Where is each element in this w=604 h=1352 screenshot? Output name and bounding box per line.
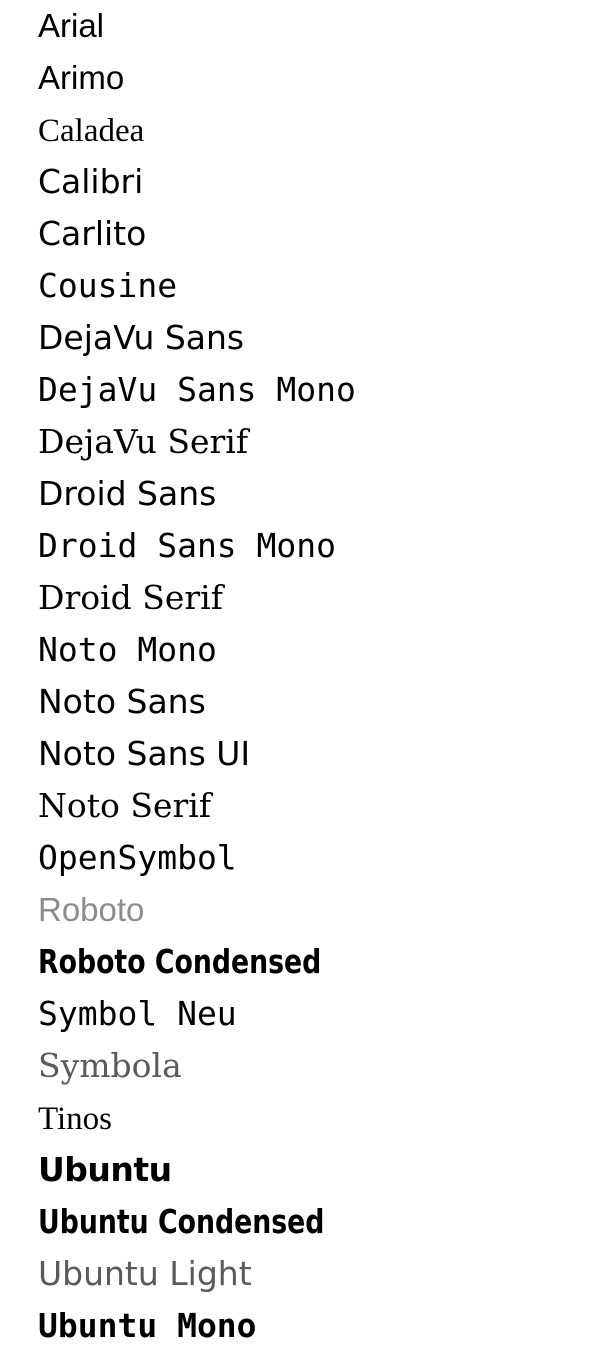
font-name-label: Tinos (38, 1101, 113, 1137)
font-list-item[interactable] (0, 364, 604, 416)
font-name-label: Noto Mono (38, 630, 217, 669)
font-name-label: Noto Sans UI (38, 734, 251, 773)
font-list-item[interactable] (0, 832, 604, 884)
font-list-item[interactable] (0, 208, 604, 260)
font-list-item[interactable] (0, 416, 604, 468)
font-list-item[interactable] (0, 780, 604, 832)
font-name-label: Symbol Neu (38, 994, 237, 1033)
font-name-label: Droid Serif (38, 578, 223, 617)
font-list-item[interactable] (0, 884, 604, 936)
font-name-label: Ubuntu Light (38, 1254, 252, 1293)
font-name-label: Calibri (38, 162, 144, 201)
font-name-label: Ubuntu Condensed (38, 1202, 325, 1241)
font-name-label: OpenSymbol (38, 838, 237, 877)
font-name-label: Symbola (38, 1046, 182, 1085)
font-list-item[interactable] (0, 312, 604, 364)
font-name-label: Ubuntu (38, 1150, 172, 1189)
font-name-label: Roboto (38, 891, 145, 928)
font-list-item[interactable] (0, 520, 604, 572)
font-list-item[interactable] (0, 936, 604, 988)
font-name-label: Droid Sans (38, 474, 217, 513)
font-name-label: Droid Sans Mono (38, 526, 337, 565)
font-list-item[interactable] (0, 1040, 604, 1092)
font-name-label: Roboto Condensed (38, 942, 322, 981)
font-list-item[interactable] (0, 260, 604, 312)
font-name-label: DejaVu Sans Mono (38, 370, 356, 409)
font-name-label: DejaVu Sans (38, 318, 245, 357)
font-list-item[interactable] (0, 676, 604, 728)
font-list-item[interactable] (0, 572, 604, 624)
font-list-item[interactable] (0, 468, 604, 520)
font-list-item[interactable] (0, 0, 604, 52)
font-list-item[interactable] (0, 156, 604, 208)
font-list-item[interactable] (0, 104, 604, 156)
font-name-label: Cousine (38, 266, 178, 305)
font-name-label: DejaVu Serif (38, 422, 249, 461)
font-list-item[interactable] (0, 624, 604, 676)
font-list-item[interactable] (0, 1144, 604, 1196)
font-list-item[interactable] (0, 1196, 604, 1248)
font-list-item[interactable] (0, 728, 604, 780)
font-name-label: Arial (38, 7, 105, 44)
font-name-label: Ubuntu Mono (38, 1306, 257, 1345)
font-list-item[interactable] (0, 1248, 604, 1300)
font-list-item[interactable] (0, 988, 604, 1040)
font-list-item[interactable] (0, 1092, 604, 1144)
font-name-label: Caladea (38, 113, 145, 149)
font-name-label: Arimo (38, 59, 125, 96)
font-list-item[interactable] (0, 52, 604, 104)
font-name-label: Carlito (38, 214, 147, 253)
font-name-label: Noto Serif (38, 786, 212, 825)
font-name-label: Noto Sans (38, 682, 206, 721)
font-list-item[interactable] (0, 1300, 604, 1352)
